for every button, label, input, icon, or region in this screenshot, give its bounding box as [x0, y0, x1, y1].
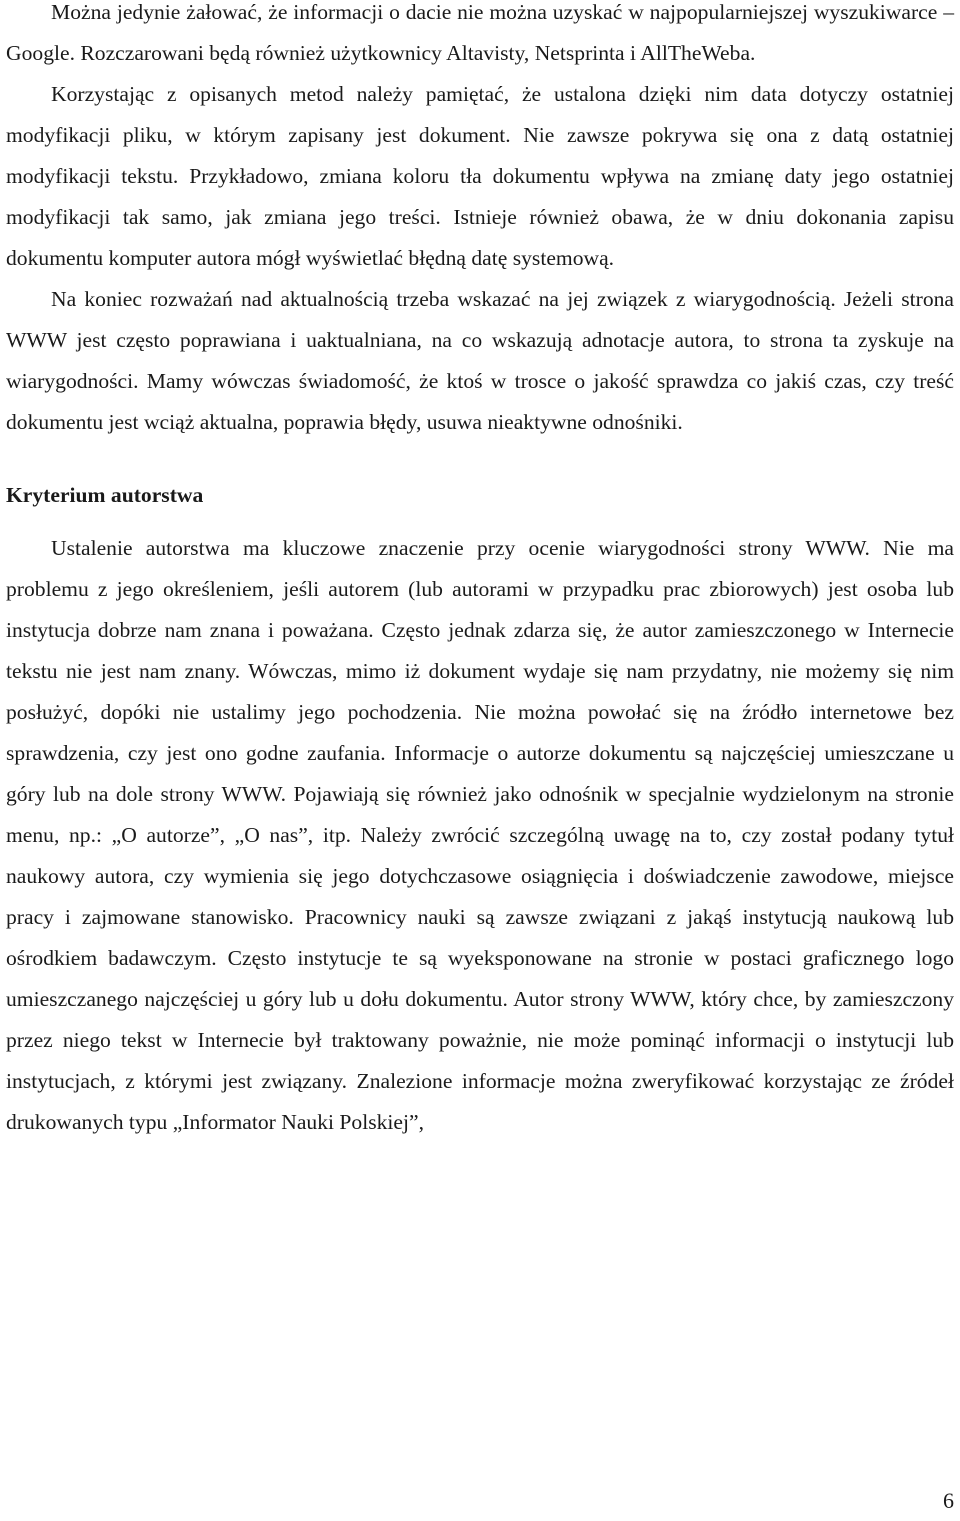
document-page: [6, 0, 954, 1143]
paragraph-google-date: Można jedynie żałować, że informacji o dacie nie można uzyskać w najpopularniejszej wyszukiwarce – Google. Rozczarowani będą również użytkownicy Altavisty, Netsprinta i AllTheWeba.: [6, 0, 954, 65]
paragraph-authorship: Ustalenie autorstwa ma kluczowe znaczenie przy ocenie wiarygodności strony WWW. Nie ma problemu z jego określeniem, jeśli autorem (lub autorami w przypadku prac zbiorowych) jest osoba lub instytucja dobrze nam znana i poważana. Często jednak zdarza się, że autor zamieszczonego w Internecie tekstu nie jest nam znany. Wówczas, mimo iż dokument wydaje się nam przydatny, nie możemy się nim posłużyć, dopóki nie ustalimy jego pochodzenia. Nie można powołać się na źródło internetowe bez sprawdzenia, czy jest ono godne zaufania. Informacje o autorze dokumentu są najczęściej umieszczane u góry lub na dole strony WWW. Pojawiają się również jako odnośnik w specjalnie wydzielonym na stronie menu, np.: „O autorze”, „O nas”, itp. Należy zwrócić szczególną uwagę na to, czy został podany tytuł naukowy autora, czy wymienia się jego dotychczasowe osiągnięcia i doświadczenie zawodowe, miejsce pracy i zajmowane stanowisko. Pracownicy nauki są zawsze związani z jakąś instytucją naukową lub ośrodkiem badawczym. Często instytucje te są wyeksponowane na stronie w postaci graficznego logo umieszczanego najczęściej u góry lub u dołu dokumentu. Autor strony WWW, który chce, by zamieszczony przez niego tekst w Internecie był traktowany poważnie, nie może pominąć informacji o instytucji lub instytucjach, z którymi jest związany. Znalezione informacje można zweryfikować korzystając ze źródeł drukowanych typu „Informator Nauki Polskiej”,: [6, 536, 954, 1134]
section-heading-authorship: Kryterium autorstwa: [6, 483, 204, 507]
page-number: 6: [943, 1488, 954, 1513]
paragraph-currency-credibility: Na koniec rozważań nad aktualnością trzeba wskazać na jej związek z wiarygodnością. Jeżeli strona WWW jest często poprawiana i uaktualniana, na co wskazują adnotacje autora, to strona ta zyskuje na wiarygodności. Mamy wówczas świadomość, że ktoś w trosce o jakość sprawdza co jakiś czas, czy treść dokumentu jest wciąż aktualna, poprawia błędy, usuwa nieaktywne odnośniki.: [6, 287, 954, 434]
paragraph-modification-date: Korzystając z opisanych metod należy pamiętać, że ustalona dzięki nim data dotyczy ostatniej modyfikacji pliku, w którym zapisany jest dokument. Nie zawsze pokrywa się ona z datą ostatniej modyfikacji tekstu. Przykładowo, zmiana koloru tła dokumentu wpływa na zmianę daty jego ostatniej modyfikacji tak samo, jak zmiana jego treści. Istnieje również obawa, że w dniu dokonania zapisu dokumentu komputer autora mógł wyświetlać błędną datę systemową.: [6, 82, 954, 270]
